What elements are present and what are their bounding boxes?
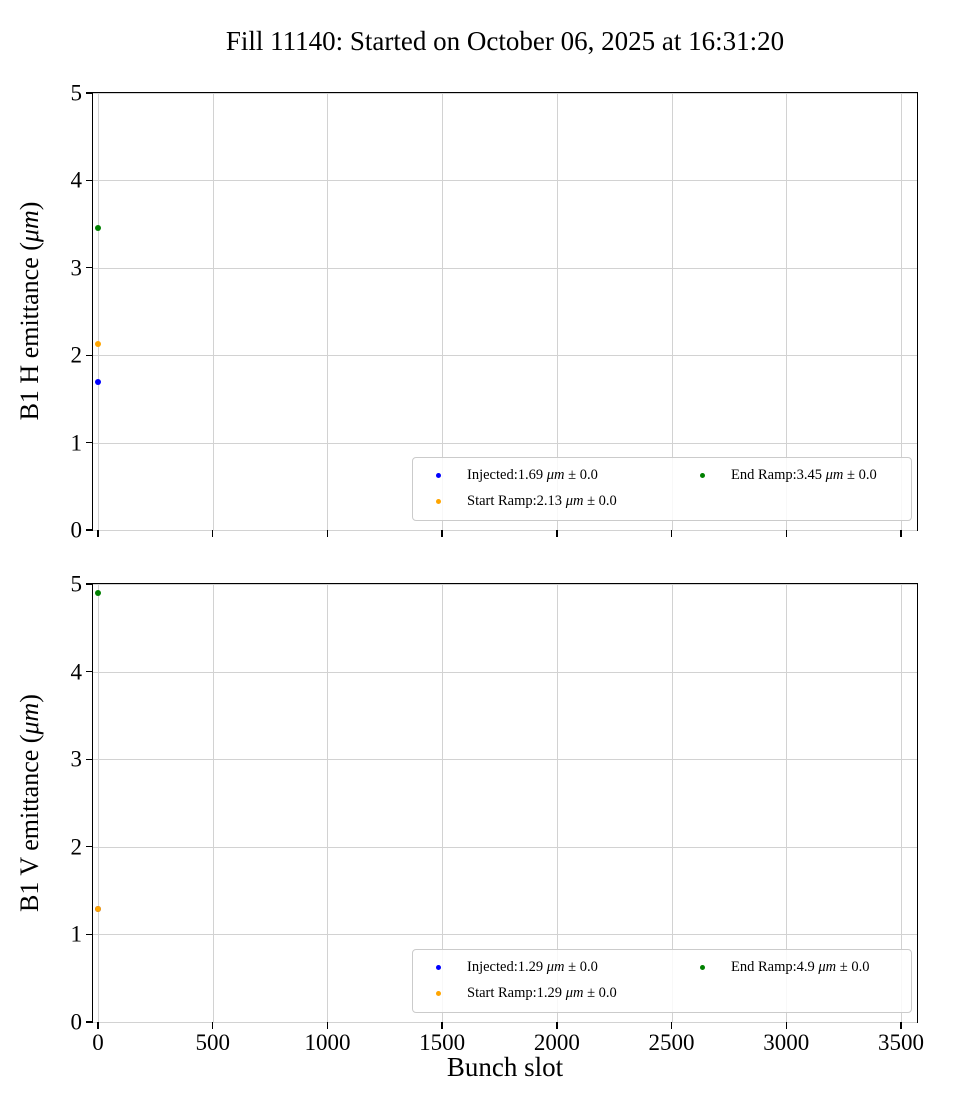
y-tick-label: 3 <box>70 746 82 772</box>
x-tick-label: 0 <box>92 1030 104 1055</box>
y-tick-mark <box>86 1021 93 1022</box>
x-tick-label: 1000 <box>304 1030 351 1055</box>
legend-label: Injected:1.29 μm ± 0.0 <box>467 959 598 976</box>
legend-label: Injected:1.69 μm ± 0.0 <box>467 467 598 484</box>
y-tick-label: 1 <box>70 430 82 456</box>
legend-entry-start-ramp <box>421 986 685 1001</box>
gridline-x <box>327 584 328 1022</box>
x-tick-mark <box>786 530 787 537</box>
gridline-y <box>93 759 917 760</box>
legend-label: End Ramp:3.45 μm ± 0.0 <box>731 467 877 484</box>
legend-marker-dot <box>700 965 705 970</box>
legend-marker <box>685 473 719 478</box>
x-axis-label: Bunch slot <box>446 1052 564 1082</box>
x-tick-mark <box>441 1022 442 1029</box>
gridline-y <box>93 672 917 673</box>
legend-marker <box>421 499 455 504</box>
y-tick-label: 0 <box>70 517 82 543</box>
x-tick-mark <box>900 1022 901 1029</box>
x-tick-mark <box>556 1022 557 1029</box>
y-tick-mark <box>86 846 93 847</box>
y-tick-mark <box>86 267 93 268</box>
legend-marker-dot <box>436 499 441 504</box>
y-tick-label: 4 <box>70 167 82 193</box>
x-tick-mark <box>327 530 328 537</box>
legend-marker <box>421 991 455 996</box>
gridline-x <box>213 93 214 530</box>
legend-entry-start-ramp <box>421 494 685 509</box>
legend-marker-dot <box>700 473 705 478</box>
data-point-injected <box>95 379 101 385</box>
x-tick-mark <box>671 530 672 537</box>
x-tick-label: 3000 <box>763 1030 810 1055</box>
x-tick-mark <box>786 1022 787 1029</box>
y-tick-mark <box>86 671 93 672</box>
y-tick-label: 2 <box>70 342 82 368</box>
y-tick-label: 3 <box>70 255 82 281</box>
gridline-y <box>93 355 917 356</box>
x-tick-mark <box>97 530 98 537</box>
y-tick-mark <box>86 759 93 760</box>
figure-title: Fill 11140: Started on October 06, 2025 at 16:31:20 <box>225 26 785 56</box>
legend-marker <box>421 473 455 478</box>
gridline-x <box>327 93 328 530</box>
gridline-y <box>93 443 917 444</box>
legend-marker-dot <box>436 965 441 970</box>
y-tick-mark <box>86 934 93 935</box>
gridline-y <box>93 268 917 269</box>
x-tick-mark <box>441 530 442 537</box>
y-tick-mark <box>86 355 93 356</box>
y-tick-mark <box>86 92 93 93</box>
legend-marker-dot <box>436 473 441 478</box>
x-tick-mark <box>556 530 557 537</box>
y-tick-label: 5 <box>70 80 82 106</box>
data-point-end-ramp <box>95 225 101 231</box>
gridline-x <box>213 584 214 1022</box>
y-tick-label: 4 <box>70 659 82 685</box>
gridline-x <box>98 93 99 530</box>
legend-marker <box>421 965 455 970</box>
gridline-y <box>93 530 917 531</box>
legend-label: Start Ramp:1.29 μm ± 0.0 <box>467 985 617 1002</box>
gridline-y <box>93 180 917 181</box>
x-tick-mark <box>212 530 213 537</box>
gridline-y <box>93 1022 917 1023</box>
y-tick-label: 1 <box>70 921 82 947</box>
gridline-x <box>98 584 99 1022</box>
x-tick-mark <box>900 530 901 537</box>
x-tick-label: 500 <box>195 1030 230 1055</box>
data-point-end-ramp <box>95 590 101 596</box>
gridline-y <box>93 93 917 94</box>
y-axis-label-b1h: B1 H emittance (μm) <box>15 201 44 421</box>
x-tick-label: 2000 <box>533 1030 580 1055</box>
legend <box>412 457 912 521</box>
data-point-start-ramp <box>95 906 101 912</box>
gridline-y <box>93 584 917 585</box>
x-tick-mark <box>671 1022 672 1029</box>
y-tick-mark <box>86 180 93 181</box>
x-tick-label: 3500 <box>877 1030 924 1055</box>
x-tick-mark <box>327 1022 328 1029</box>
legend-entry-injected <box>421 960 685 975</box>
legend-label: End Ramp:4.9 μm ± 0.0 <box>731 959 870 976</box>
x-tick-mark <box>212 1022 213 1029</box>
legend-marker-dot <box>436 991 441 996</box>
subplot-b1h <box>70 80 918 543</box>
x-tick-label: 1500 <box>419 1030 466 1055</box>
subplot-b1v <box>70 571 924 1055</box>
x-tick-mark <box>97 1022 98 1029</box>
legend-entry-end-ramp <box>685 468 911 483</box>
y-tick-mark <box>86 583 93 584</box>
legend <box>412 949 912 1013</box>
legend-marker <box>685 965 719 970</box>
y-axis-label-b1v: B1 V emittance (μm) <box>15 694 44 912</box>
gridline-y <box>93 934 917 935</box>
legend-label: Start Ramp:2.13 μm ± 0.0 <box>467 493 617 510</box>
gridline-y <box>93 847 917 848</box>
y-tick-label: 0 <box>70 1009 82 1035</box>
data-point-start-ramp <box>95 341 101 347</box>
y-tick-label: 2 <box>70 834 82 860</box>
y-tick-mark <box>86 442 93 443</box>
x-tick-label: 2500 <box>648 1030 695 1055</box>
legend-entry-injected <box>421 468 685 483</box>
y-tick-mark <box>86 529 93 530</box>
y-tick-label: 5 <box>70 571 82 597</box>
legend-entry-end-ramp <box>685 960 911 975</box>
